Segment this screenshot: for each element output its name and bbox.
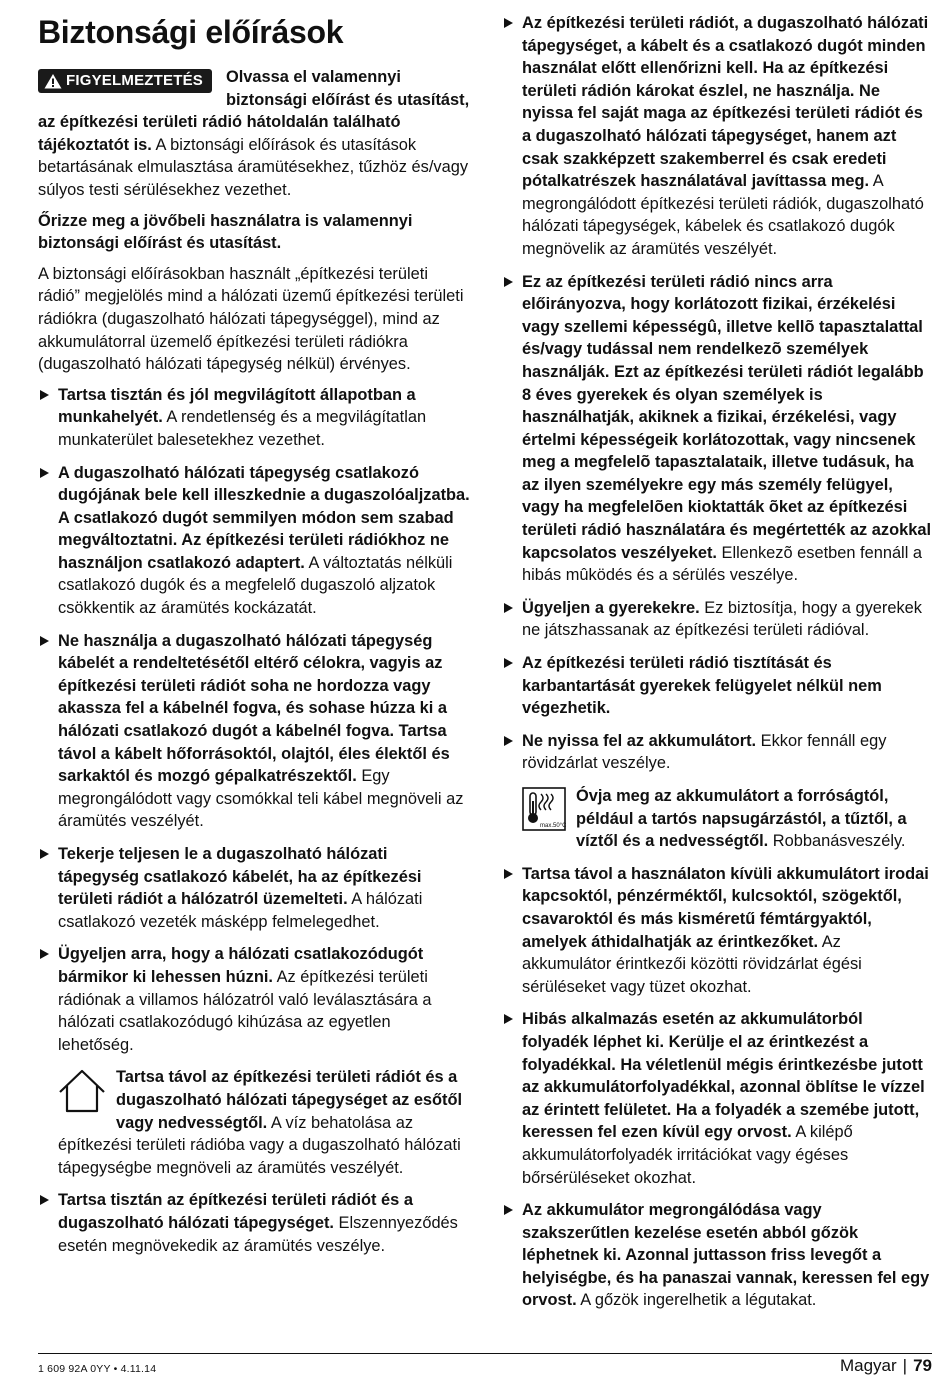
left-column: [38, 12, 470, 1267]
item-text: Elszennyeződés esetén megnövekedik az áramütés veszélye.: [58, 1213, 458, 1255]
list-item: [38, 843, 470, 933]
list-item: [38, 630, 470, 833]
bullet-arrow-icon: [40, 390, 49, 400]
bullet-arrow-icon: [40, 949, 49, 959]
warning-text: A biztonsági előírások és utasítások betartásának elmulasztása áramütésekhez, tűzhöz és/vagy súlyos testi sérülésekhez vezethet.: [38, 135, 469, 199]
bullet-arrow-icon: [504, 736, 513, 746]
item-bold-text: Ne nyissa fel az akkumulátort.: [522, 731, 757, 750]
list-item: [502, 1008, 932, 1189]
bullet-arrow-icon: [40, 1195, 49, 1205]
item-text: A hálózati csatlakozó vezeték másképp felmelegedhet.: [58, 890, 423, 931]
house-icon: [58, 1068, 106, 1121]
warning-badge-label: FIGYELMEZTETÉS: [66, 72, 203, 89]
bullet-arrow-icon: [40, 849, 49, 859]
list-item: [38, 384, 470, 452]
heat-note-text: Robbanásveszély.: [768, 832, 906, 851]
item-bold-text: Ez az építkezési területi rádió nincs arra előirányozva, hogy korlátozott fizikai, érzékelési vagy szellemi képességû, illetve kellõ tapasztalattal és/vagy tudással nem rendelkezõ személyek használják. Ezt az építkezési területi rádiót legalább 8 éves gyerekek és olyan személyek is használhatják, akiknek a fizikai, érzékelési, vagy értelmi képességeik korlátozottak, vagy nincsenek meg a megfelelõ tapasztalataik, illetve tudásuk, ha az ilyen személyekre egy más személy felügyel, vagy ha megfelelõen kioktatták õket az építkezési területi rádió használatára és megértették az azokkal kapcsolatos veszélyeket.: [522, 272, 932, 562]
language-label: Magyar: [839, 1356, 897, 1375]
right-column: [502, 12, 932, 1322]
item-bold-text: Az építkezési területi rádió tisztítását és karbantartását gyerekek felügyelet nélkül nem végezhetik.: [522, 654, 882, 718]
warning-badge: [38, 69, 212, 93]
temperature-icon-label: max.50°C: [540, 823, 566, 829]
item-text: Ellenkezõ esetben fennáll a hibás mûködés és a sérülés veszélye.: [522, 543, 923, 585]
page-number: 79: [913, 1356, 932, 1375]
house-note: [58, 1066, 470, 1179]
intro-paragraph: A biztonsági előírásokban használt „építkezési területi rádió” megjelölés mind a hálózati üzemű építkezési területi rádiókra (dugaszolható hálózati tápegységgel), mind az akkumulátorral üzemelő építkezési területi rádiókra (dugaszolható hálózati tápegység nélkül) érvényes.: [38, 264, 464, 374]
item-text: A gőzök ingerelhetik a légutakat.: [576, 1291, 817, 1310]
list-item: [502, 271, 932, 587]
item-bold-text: Ügyeljen arra, hogy a hálózati csatlakozódugót bármikor ki lehessen húzni.: [58, 945, 424, 986]
item-text: Egy megrongálódott vagy csomókkal teli kábel megnöveli az áramütés veszélyét.: [58, 767, 464, 831]
keep-note: [38, 210, 470, 255]
bullet-arrow-icon: [504, 869, 513, 879]
item-text: Ez biztosítja, hogy a gyerekek ne játszhassanak az építkezési területi rádióval.: [522, 598, 922, 640]
list-item: [502, 652, 932, 720]
item-bold-text: Ügyeljen a gyerekekre.: [522, 598, 700, 617]
list-item: [38, 943, 470, 1056]
item-text: Az akkumulátor érintkezői közötti rövidzárlat égési sérüléseket vagy tüzet okozhat.: [522, 932, 862, 996]
item-bold-text: A dugaszolható hálózati tápegység csatlakozó dugójának bele kell illeszkednie a dugaszolóaljzatba. A csatlakozó dugót semmilyen módon sem szabad megváltoztatni. Az építkezési területi rádiókhoz ne használjon csatlakozó adaptert.: [58, 463, 470, 572]
list-item: [502, 597, 932, 642]
item-bold-text: Tartsa tisztán és jól megvilágított állapotban a munkahelyét.: [58, 385, 416, 427]
item-bold-text: Ne használja a dugaszolható hálózati tápegység kábelét a rendeltetésétől eltérő célokra, vagyis az építkezési területi rádiót soha ne hordozza vagy akassza fel a kábelnél fogva, és sohase húzza ki a hálózati csatlakozó dugót a kábelnél fogva. Tartsa távol a kábelt hőforrásoktól, olajtól, éles élektől és sarkaktól és mozgó gépalkatrészektől.: [58, 631, 450, 786]
item-bold-text: Az akkumulátor megrongálódása vagy szakszerűtlen kezelése esetén abból gőzök léphetnek ki. Azonnal juttasson friss levegőt a helyiségbe, és ha panaszai vannak, keressen fel egy orvost.: [522, 1201, 930, 1310]
keep-note-text: Őrizze meg a jövőbeli használatra is valamennyi biztonsági előírást és utasítást.: [38, 211, 413, 253]
temperature-icon: [522, 787, 566, 838]
list-item: [502, 12, 932, 261]
item-text: A rendetlenség és a megvilágítatlan munkaterület balesetekhez vezethet.: [58, 408, 427, 449]
item-text: A kilépő akkumulátorfolyadék irritációkat vagy égéses bőrsérüléseket okozhat.: [522, 1123, 853, 1187]
heat-note-bold-text: Óvja meg az akkumulátort a forróságtól, például a tartós napsugárzástól, a tűztől, a víztől és a nedvességtől.: [576, 787, 907, 851]
list-item: [502, 730, 932, 775]
list-item: [502, 1199, 932, 1312]
house-note-text: A víz behatolása az építkezési területi rádióba vagy a dugaszolható hálózati tápegységbe megnöveli az áramütés veszélyét.: [58, 1113, 461, 1177]
page-indicator: [840, 1356, 932, 1376]
list-item: [38, 1189, 470, 1257]
heat-note: [522, 785, 932, 853]
footer-separator: |: [902, 1356, 908, 1375]
bullet-arrow-icon: [504, 277, 513, 287]
bullet-arrow-icon: [40, 468, 49, 478]
bullet-arrow-icon: [504, 1205, 513, 1215]
house-note-bold-text: Tartsa távol az építkezési területi rádiót és a dugaszolható hálózati tápegységet az esőtől vagy nedvességtől.: [116, 1068, 463, 1132]
item-text: A változtatás nélküli csatlakozó dugók és a megfelelő dugaszoló aljzatok csökkentik az áramütés kockázatát.: [58, 553, 453, 618]
document-code: 1 609 92A 0YY • 4.11.14: [38, 1363, 157, 1375]
item-text: Az építkezési területi rádiónak a villamos hálózatról való leválasztására a hálózati csatlakozódugó kihúzása az egyetlen lehetőség.: [58, 967, 432, 1054]
item-text: Ekkor fennáll egy rövidzárlat veszélye.: [522, 731, 887, 773]
item-bold-text: Tartsa tisztán az építkezési területi rádiót és a dugaszolható hálózati tápegységet.: [58, 1191, 413, 1232]
warning-triangle-icon: [44, 73, 62, 89]
bullet-arrow-icon: [504, 18, 513, 28]
page-footer: [38, 1353, 932, 1375]
bullet-arrow-icon: [504, 658, 513, 668]
item-text: A megrongálódott építkezési területi rádiók, dugaszolható hálózati tápegységek, kábelek és csatlakozó dugók megnövelik az áramütés veszélyét.: [522, 172, 924, 258]
warning-block: [38, 66, 470, 202]
bullet-arrow-icon: [504, 1014, 513, 1024]
item-bold-text: Tartsa távol a használaton kívüli akkumulátort irodai kapcsoktól, pénzérméktől, kulcsoktól, szögektől, csavaroktól és más kisméretű fémtárgyaktól, amelyek áthidalhatják az érintkezőket.: [522, 864, 929, 951]
item-bold-text: Tekerje teljesen le a dugaszolható hálózati tápegység csatlakozó kábelét, ha az építkezési területi rádiót a hálózatról üzemelteti.: [58, 845, 422, 909]
list-item: [502, 863, 932, 999]
page-title: Biztonsági előírások: [38, 14, 344, 50]
item-bold-text: Az építkezési területi rádiót, a dugaszolható hálózati tápegységet, a kábelt és a csatlakozó dugót minden használat előtt ellenőrizni kell. Ha az építkezési területi rádión károkat észlel, ne használja. Ne nyissa fel saját maga az építkezési területi rádiót és a dugaszolható hálózati tápegységet, hanem azt csak szakképzett szakemberrel és csak eredeti pótalkatrészek használatával javíttassa meg.: [522, 14, 929, 191]
list-item: [38, 462, 470, 620]
item-bold-text: Hibás alkalmazás esetén az akkumulátorból folyadék léphet ki. Kerülje el az érintkezést a folyadékkal. Ha véletlenül mégis érintkezésbe jutott az akkumulátorfolyadékkal, azonnal öblítse le vízzel az érintett felületet. Ha a folyadék a szemébe jutott, keressen fel ezen kívül egy orvost.: [522, 1010, 925, 1142]
bullet-arrow-icon: [40, 636, 49, 646]
warning-bold-text: Olvassa el valamennyi biztonsági előírást és utasítást, az építkezési területi rádió hátoldalán található tájékoztatót is.: [38, 68, 470, 154]
bullet-arrow-icon: [504, 603, 513, 613]
